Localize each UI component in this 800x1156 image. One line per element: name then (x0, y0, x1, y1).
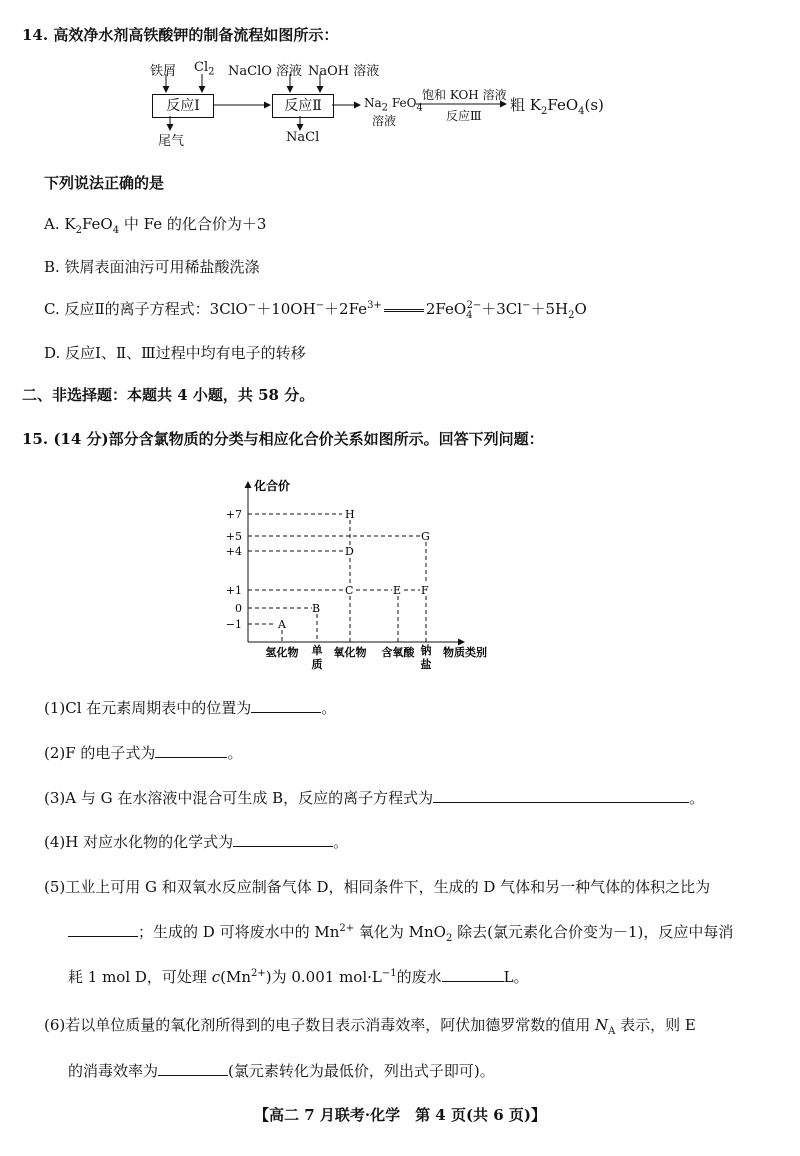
valence-chart (220, 476, 500, 676)
q15-part3 (44, 787, 704, 808)
q15-part1 (44, 697, 336, 718)
section-heading: 二、非选择题：本题共 4 小题，共 58 分。 (22, 386, 315, 404)
answer-blank-4[interactable] (233, 832, 333, 847)
input-chlorine: $Cl_2$ (194, 60, 215, 78)
option-a: A. $K_2FeO_4$ 中 Fe 的化合价为＋3 (44, 215, 267, 236)
cat-element-2: 质 (311, 658, 323, 671)
part2-end: 。 (227, 744, 243, 762)
part4-end: 。 (333, 833, 349, 851)
page-footer: 【高二 7 月联考·化学 第 4 页(共 6 页)】 (253, 1106, 547, 1124)
ytick-p7: +7 (225, 508, 242, 521)
q15-part5-line3 (68, 966, 529, 987)
product-na2feo4: $Na_2$ FeO$_4$ (364, 96, 423, 114)
cat-salt-1: 钠 (420, 644, 432, 657)
cat-salt-2: 盐 (420, 658, 432, 671)
valence-chart-svg (220, 476, 500, 676)
option-d: D. 反应Ⅰ、Ⅱ、Ⅲ过程中均有电子的转移 (44, 344, 306, 362)
part4-text: (4)H 对应水化物的化学式为 (44, 833, 234, 851)
input-iron-filings: 铁屑 (150, 64, 177, 79)
reaction-2-box: 反应Ⅱ (272, 94, 334, 118)
option-c: C. 反应Ⅱ的离子方程式：$3ClO^-+10OH^-+2Fe^{3+}$ $2FeO_4^{2-}+3Cl^-+5H_2O$ (44, 300, 587, 321)
part5-line2-text: ；生成的 D 可将废水中的 $Mn^{2+}$ 氧化为 MnO$_2$ 除去(氯元素化合价变为－1)，反应中每消 (138, 923, 734, 944)
q15-stem: 15. (14 分)部分含氯物质的分类与相应化合价关系如图所示。回答下列问题： (22, 430, 544, 448)
arrow-koh-label: 饱和 KOH 溶液 (422, 88, 507, 102)
part6-line2-end: (氯元素转化为最低价，列出式子即可)。 (228, 1062, 495, 1080)
point-c: C (345, 584, 354, 597)
answer-blank-1[interactable] (251, 698, 321, 713)
q15-part2 (44, 742, 242, 763)
q15-part5-line2 (68, 921, 733, 942)
q14-stem: 14. 高效净水剂高铁酸钾的制备流程如图所示： (22, 26, 339, 44)
reaction-1-box: 反应Ⅰ (152, 94, 214, 118)
answer-blank-3[interactable] (433, 788, 689, 803)
output-nacl: NaCl (286, 130, 320, 145)
q15-part6-line1: (6)若以单位质量的氧化剂所得到的电子数目表示消毒效率，阿伏加德罗常数的值用 $N_A$ 表示，则 E (44, 1016, 696, 1037)
ytick-p1: +1 (225, 584, 242, 597)
point-h: H (345, 508, 355, 521)
input-naclo: NaClO 溶液 (228, 64, 303, 79)
ytick-0: 0 (235, 602, 242, 615)
point-a: A (278, 618, 286, 631)
ytick-p4: +4 (225, 545, 242, 558)
y-axis-label: 化合价 (254, 479, 291, 493)
part1-text: (1)Cl 在元素周期表中的位置为 (44, 699, 252, 717)
point-g: G (421, 530, 430, 543)
q14-prompt: 下列说法正确的是 (44, 174, 165, 192)
output-tail-gas: 尾气 (158, 134, 185, 149)
cat-element-1: 单 (311, 644, 323, 657)
point-f: F (421, 584, 429, 597)
ytick-m1: −1 (225, 618, 242, 631)
input-naoh: NaOH 溶液 (308, 64, 380, 79)
flow-diagram (120, 58, 640, 158)
answer-blank-2[interactable] (155, 743, 227, 758)
answer-blank-5a[interactable] (68, 922, 138, 937)
ytick-p5: +5 (225, 530, 242, 543)
part3-end: 。 (689, 789, 705, 807)
guide-lines (248, 514, 426, 642)
x-axis-label: 物质类别 (443, 646, 487, 659)
part5-line3-end: L。 (503, 968, 529, 986)
part6-line2-text: 的消毒效率为 (68, 1062, 159, 1080)
arrow-reaction-3-label: 反应Ⅲ (446, 109, 482, 123)
cat-oxyacid: 含氧酸 (381, 646, 415, 659)
cat-oxide: 氧化物 (333, 646, 367, 659)
point-e: E (393, 584, 402, 597)
answer-blank-5b[interactable] (442, 967, 504, 982)
q15-part6-line2 (68, 1060, 495, 1081)
point-d: D (345, 545, 354, 558)
cat-hydride: 氢化物 (265, 646, 299, 659)
part2-text: (2)F 的电子式为 (44, 744, 156, 762)
part1-end: 。 (321, 699, 337, 717)
part5-line3-text: 耗 1 mol D，可处理 $c(Mn^{2+})$为 0.001 $mol\cdot L^{-1}$的废水 (68, 968, 442, 986)
part3-text: (3)A 与 G 在水溶液中混合可生成 B，反应的离子方程式为 (44, 789, 434, 807)
final-product: 粗 $K_2FeO_4(s)$ (510, 96, 604, 117)
option-b: B. 铁屑表面油污可用稀盐酸洗涤 (44, 258, 260, 276)
answer-blank-6[interactable] (158, 1061, 228, 1076)
product-solution: 溶液 (372, 114, 397, 128)
q15-part4 (44, 831, 348, 852)
q15-part5-line1: (5)工业上可用 G 和双氧水反应制备气体 D，相同条件下，生成的 D 气体和另一种气体的体积之比为 (44, 878, 711, 896)
point-b: B (312, 602, 321, 615)
